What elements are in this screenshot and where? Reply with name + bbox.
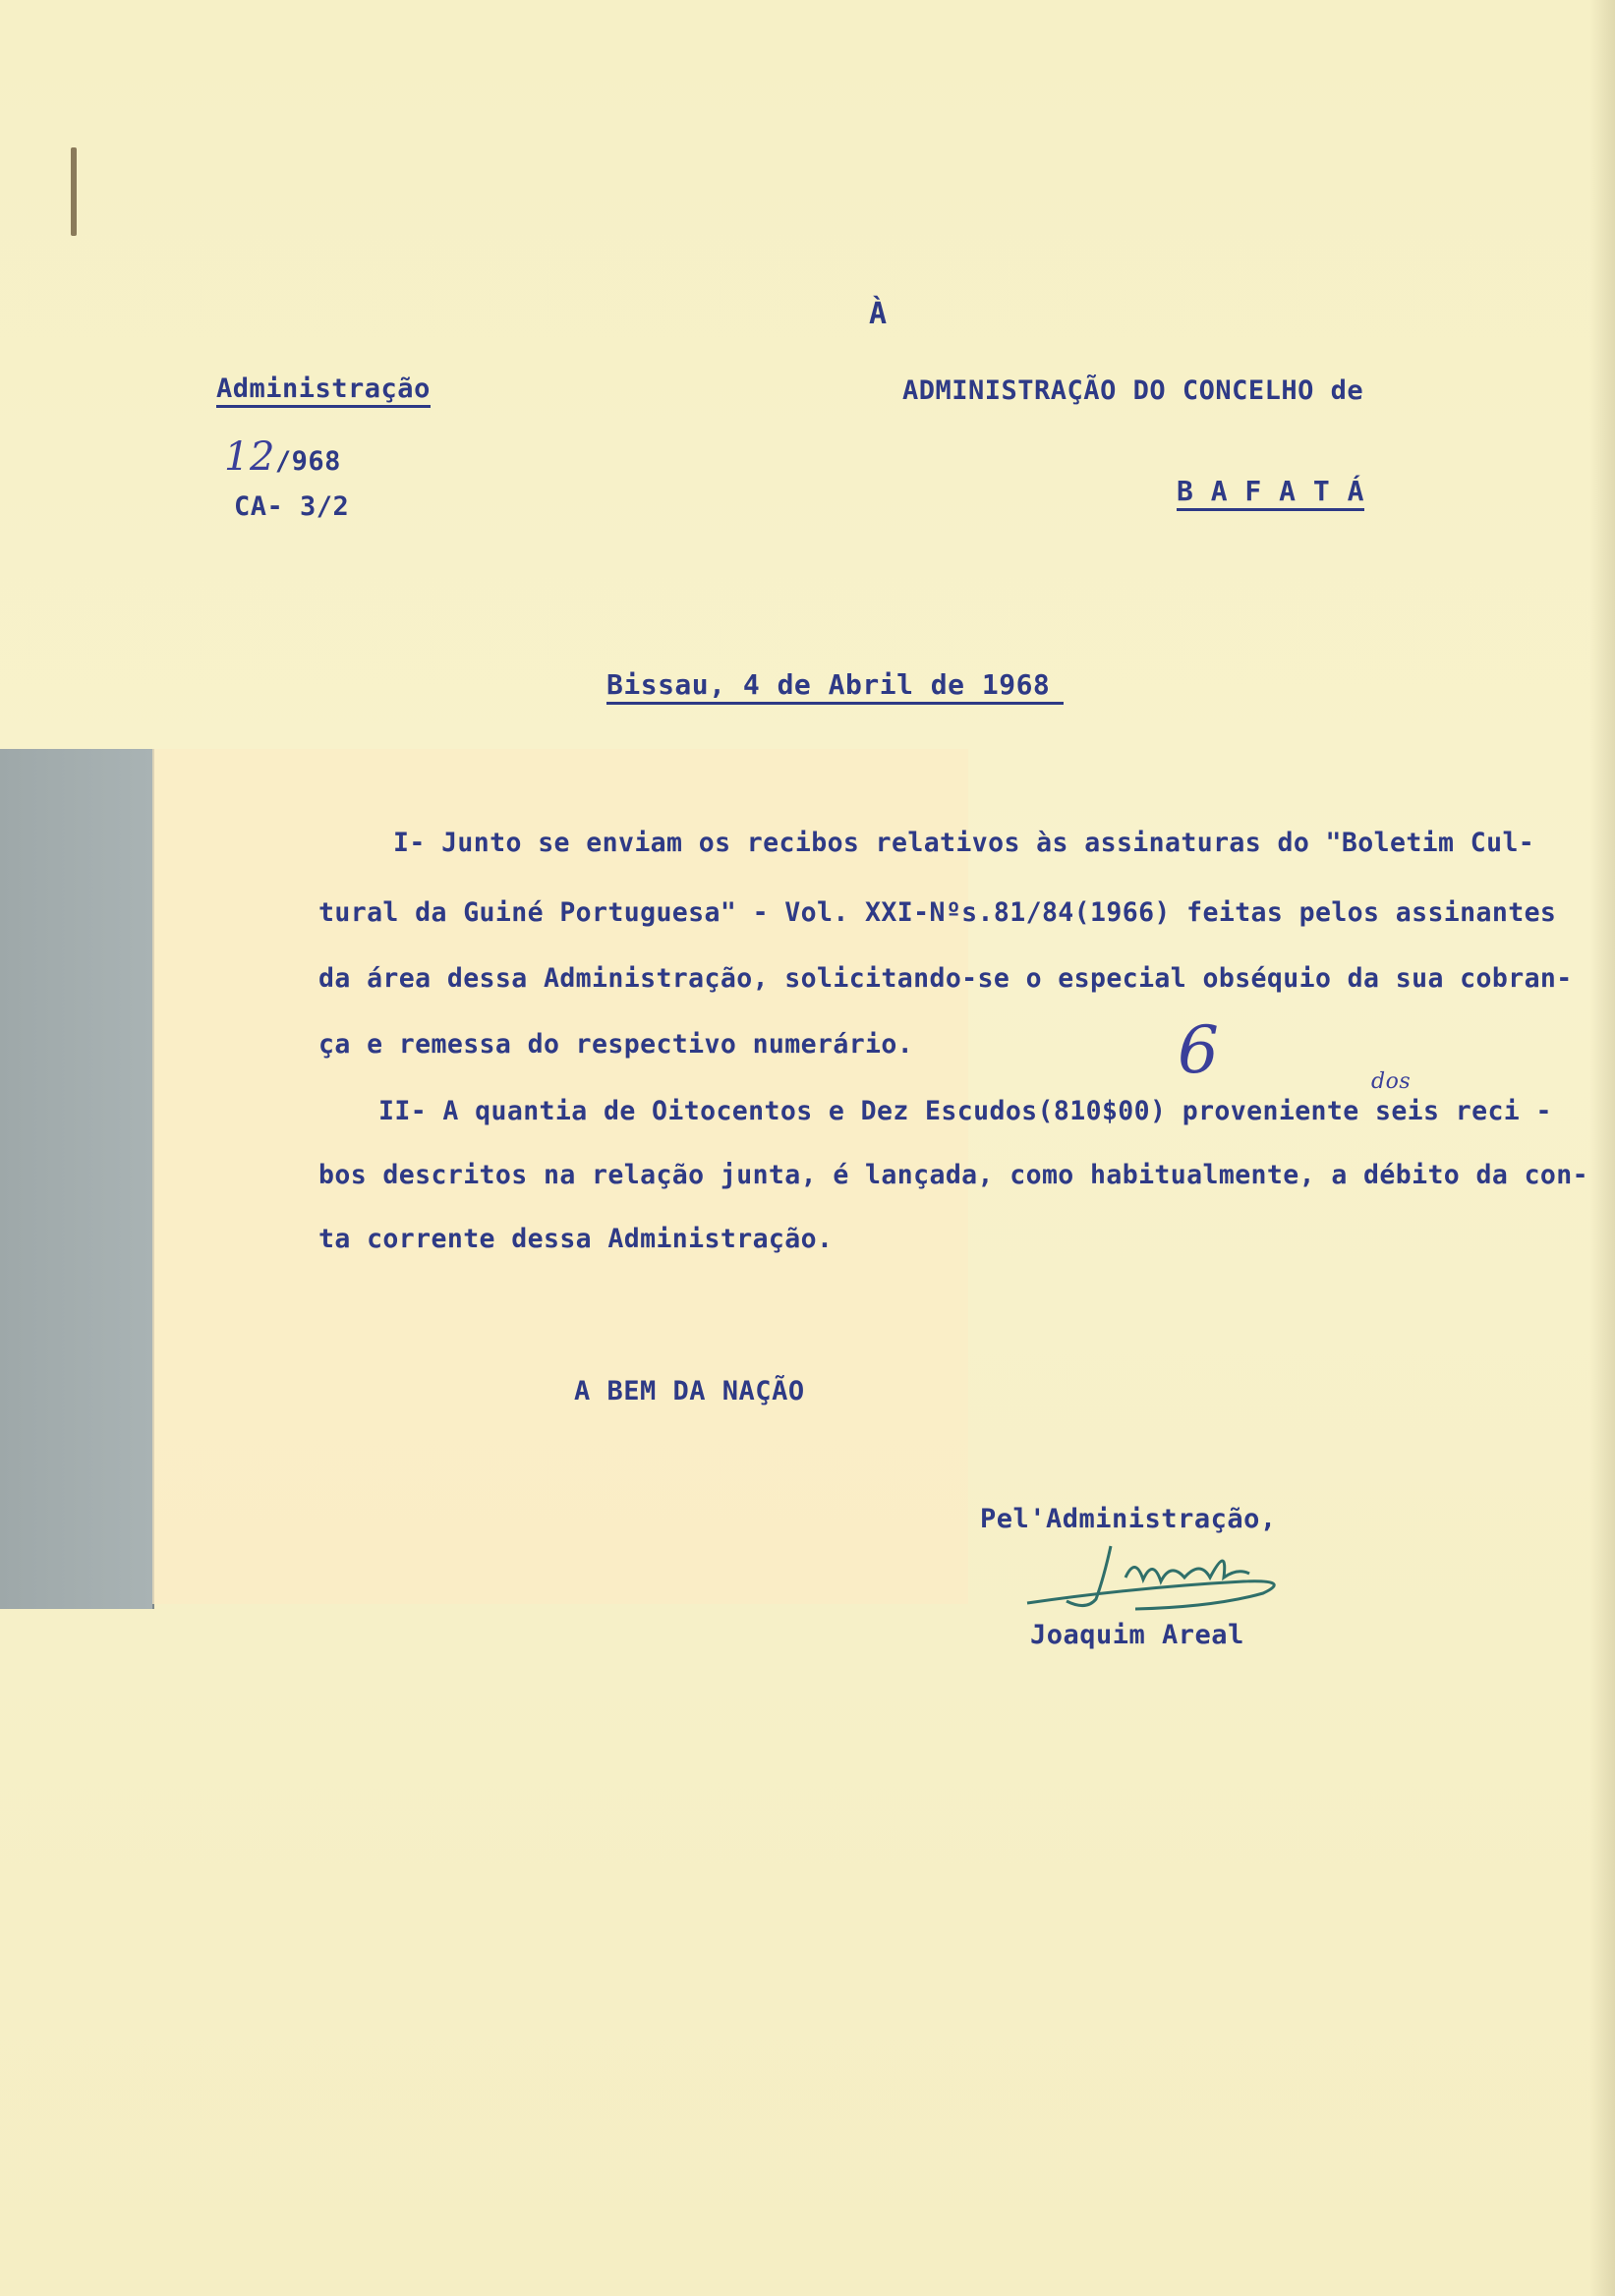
handwritten-note-six: 6 — [1178, 1012, 1220, 1088]
reference-typed: /968 — [274, 446, 341, 477]
handwritten-signature — [1017, 1538, 1312, 1617]
handwritten-note-dos: dos — [1371, 1069, 1412, 1094]
para1-line-1: I- Junto se enviam os recibos relativos às assinaturas do "Boletim Cul- — [393, 828, 1535, 858]
reference-number — [224, 434, 341, 480]
para1-line-3: da área dessa Administração, solicitando-se o especial obséquio da sua cobran- — [318, 963, 1573, 994]
admin-label: Administração — [216, 373, 431, 408]
recipient-line-1: ADMINISTRAÇÃO DO CONCELHO de — [902, 375, 1364, 406]
para2-line-1: II- A quantia de Oitocentos e Dez Escudos(810$00) proveniente seis reci - — [378, 1096, 1552, 1126]
signatory-name: Joaquim Areal — [1030, 1620, 1244, 1650]
recipient-line-2: B A F A T Á — [1177, 475, 1364, 511]
underlying-grey-sheet — [0, 749, 154, 1609]
reference-code: CA- 3/2 — [234, 491, 350, 522]
staple-mark — [71, 147, 77, 236]
closing-formula: A BEM DA NAÇÃO — [574, 1376, 805, 1406]
signature-label: Pel'Administração, — [980, 1504, 1277, 1534]
para2-line-2: bos descritos na relação junta, é lançada, como habitualmente, a débito da con- — [318, 1160, 1588, 1190]
reference-handwritten: 12 — [224, 434, 275, 480]
para2-line-3: ta corrente dessa Administração. — [318, 1224, 834, 1254]
date-line: Bissau, 4 de Abril de 1968 — [606, 668, 1064, 705]
para1-line-4: ça e remessa do respectivo numerário. — [318, 1029, 914, 1060]
to-mark: À — [869, 297, 888, 331]
paper-edge-shadow — [1589, 0, 1615, 2296]
para1-line-2: tural da Guiné Portuguesa" - Vol. XXI-Nºs.81/84(1966) feitas pelos assinantes — [318, 897, 1557, 928]
